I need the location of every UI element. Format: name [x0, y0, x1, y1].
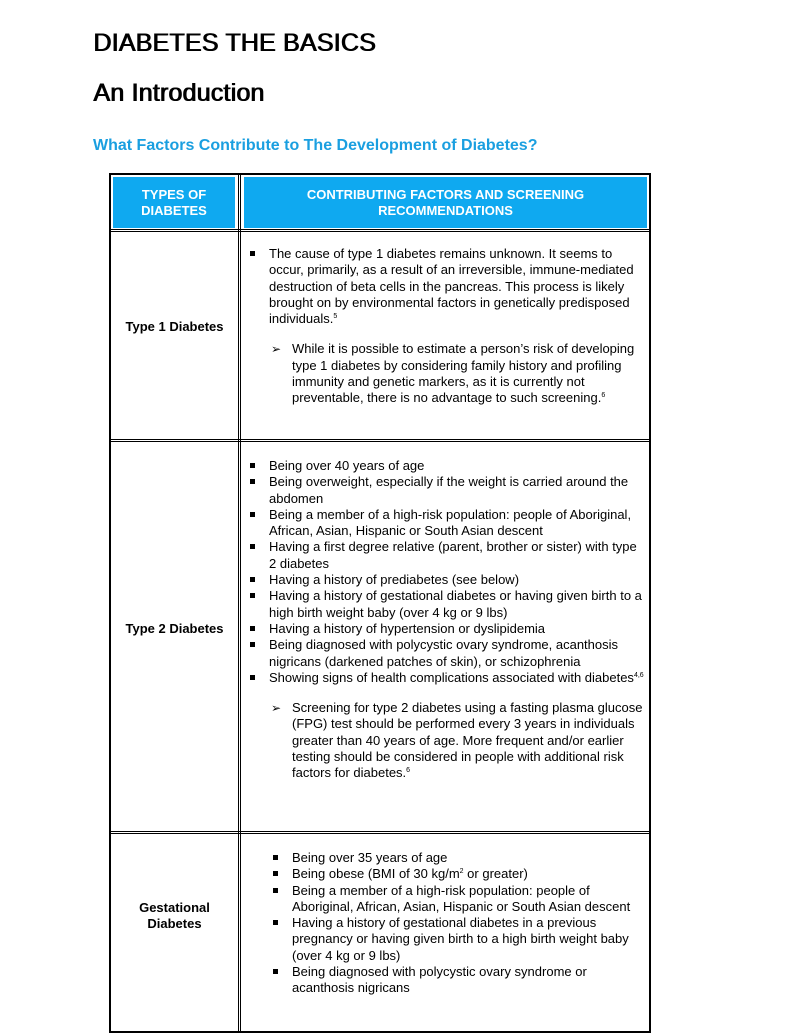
arrow-bullet-icon: ➢: [271, 701, 282, 716]
list-item: Being obese (BMI of 30 $kg/m^2$ or greater): [242, 866, 647, 882]
diabetes-factors-table: [109, 173, 651, 1033]
column-header-factors: CONTRIBUTING FACTORS AND SCREENING RECOMMENDATIONS: [244, 177, 647, 228]
screening-note: ➢ While it is possible to estimate a person’s risk of developing type 1 diabetes by considering family history and profiling immunity and genetic markers, as it is currently not preventable, there is no advantage to such screening.$^6$: [271, 341, 635, 406]
list-item: Having a history of prediabetes (see below): [242, 572, 647, 588]
list-item: Having a first degree relative (parent, brother or sister) with type 2 diabetes: [242, 539, 647, 572]
gestational-factors: [242, 850, 647, 997]
list-item: Having a history of gestational diabetes or having given birth to a high birth weight baby (over 4 kg or 9 lbs): [242, 588, 647, 621]
list-item: Being diagnosed with polycystic ovary syndrome, acanthosis nigricans (darkened patches of skin), or schizophrenia: [242, 637, 647, 670]
column-divider: [238, 175, 241, 1031]
page-subtitle: An Introduction: [93, 79, 265, 107]
list-item: Showing signs of health complications associated with diabetes$^{4,6}$: [242, 670, 647, 686]
row-label-gestational: Gestational Diabetes: [139, 900, 210, 931]
type1-factors: [242, 246, 647, 407]
column-header-types: TYPES OF DIABETES: [113, 177, 235, 228]
list-item: Having a history of gestational diabetes in a previous pregnancy or having given birth to a high birth weight baby (over 4 kg or 9 lbs): [242, 915, 647, 964]
row-label-type2: Type 2 Diabetes: [125, 621, 224, 636]
page-title: DIABETES THE BASICS: [93, 29, 376, 57]
list-item: Being a member of a high-risk population: people of Aboriginal, African, Asian, Hispanic or South Asian descent: [242, 507, 647, 540]
list-item: Being diagnosed with polycystic ovary syndrome or acanthosis nigricans: [242, 964, 647, 997]
screening-note: ➢ Screening for type 2 diabetes using a fasting plasma glucose (FPG) test should be performed every 3 years in individuals greater than 40 years of age. More frequent and/or earlier testing should be considered in people with additional risk factors for diabetes.$^6$: [271, 700, 643, 781]
row-divider: [111, 229, 649, 232]
row-label-type1: Type 1 Diabetes: [125, 319, 224, 334]
list-item: Being over 40 years of age: [242, 458, 647, 474]
section-heading: What Factors Contribute to The Development of Diabetes?: [93, 137, 538, 154]
list-item: Having a history of hypertension or dyslipidemia: [242, 621, 647, 637]
arrow-bullet-icon: ➢: [271, 342, 282, 357]
type2-factors: [242, 458, 647, 782]
list-item: Being overweight, especially if the weight is carried around the abdomen: [242, 474, 647, 507]
list-item: The cause of type 1 diabetes remains unknown. It seems to occur, primarily, as a result of an irreversible, immune-mediated destruction of beta cells in the pancreas. This process is likely brought on by environmental factors in genetically predisposed individuals.$^5$: [242, 246, 647, 327]
row-divider: [111, 831, 649, 834]
list-item: Being over 35 years of age: [242, 850, 647, 866]
list-item: Being a member of a high-risk population: people of Aboriginal, African, Asian, Hispanic or South Asian descent: [242, 883, 647, 916]
row-divider: [111, 439, 649, 442]
